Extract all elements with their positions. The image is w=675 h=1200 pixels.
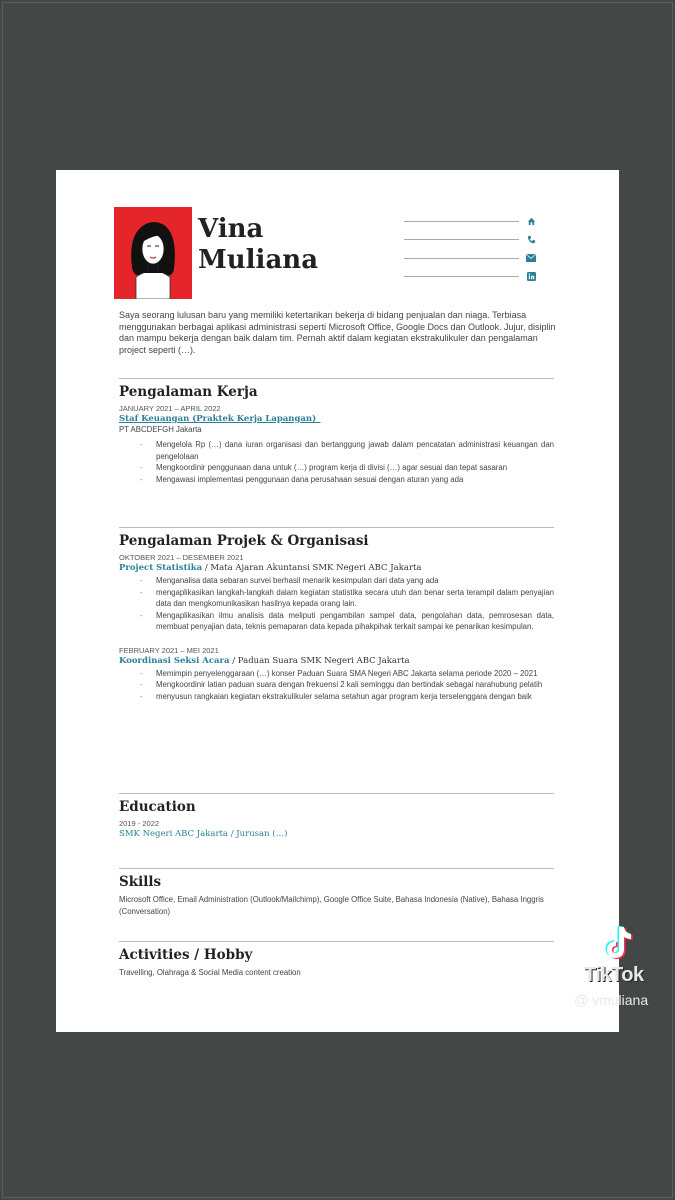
project-role: Koordinasi Seksi Acara / Paduan Suara SMK Negeri ABC Jakarta [119, 655, 410, 666]
home-icon [526, 216, 536, 226]
skills-text: Microsoft Office, Email Administration (Outlook/Mailchimp), Google Office Suite, Bahasa Indonesia (Native), Bahasa Inggris (Conversation) [119, 895, 544, 916]
project-date: OKTOBER 2021 – DESEMBER 2021 [119, 553, 244, 562]
section-divider [119, 868, 554, 869]
section-heading: Pengalaman Projek & Organisasi [119, 533, 369, 549]
list-item: - mengaplikasikan langkah-langkah dalam kegiatan statistika secara utuh dan benar serta terampil dalam penyajian data dan mengkomunikasikan hasilnya kepada orang lain. [156, 587, 554, 610]
tiktok-brand: TikTok [584, 964, 644, 986]
list-item: - Mengkoordinir penggunaan dana untuk (…) program kerja di divisi (…) agar sesuai dan tepat sasaran [156, 462, 554, 474]
section-divider [119, 941, 554, 942]
activities-section [119, 941, 554, 979]
tiktok-handle: @ vmuliana [574, 992, 649, 1008]
list-item: - Memimpin penyelenggaraan (…) konser Paduan Suara SMA Negeri ABC Jakarta selama periode 2020 – 2021 [156, 668, 554, 680]
section-heading: Activities / Hobby [119, 947, 253, 963]
list-item: - Mengkoordinir latian paduan suara dengan frekuensi 2 kali seminggu dan bertindak sebagai narahubung pelatih [156, 679, 554, 691]
work-experience-section [119, 378, 554, 485]
education-date: 2019 - 2022 [119, 819, 160, 828]
work-bullets [119, 439, 554, 485]
projects-section [119, 527, 554, 702]
work-company: PT ABCDEFGH Jakarta [119, 425, 202, 434]
section-divider [119, 793, 554, 794]
project-date: FEBRUARY 2021 – MEI 2021 [119, 645, 219, 655]
section-heading: Pengalaman Kerja [119, 384, 258, 400]
section-heading: Education [119, 799, 196, 815]
profile-summary: Saya seorang lulusan baru yang memiliki ketertarikan bekerja di bidang penjualan dan niaga. Terbiasa menggunakan berbagai aplikasi administrasi seperti Microsoft Office, Google Docs dan Outlook. Jujur, disiplin dan mampu bekerja dengan baik dalam tim. Pernah aktif dalam kegiatan ekstrakulikuler dan pengalaman project seperti (…). [119, 310, 556, 355]
contact-list [404, 212, 536, 286]
resume-page [56, 170, 619, 1032]
contact-row-phone [404, 231, 536, 250]
email-icon [526, 253, 536, 263]
project-bullets [119, 668, 554, 703]
section-heading: Skills [119, 874, 162, 890]
tiktok-icon [600, 924, 636, 967]
skills-section [119, 868, 554, 917]
profile-photo [114, 207, 192, 299]
activities-text: Travelling, Olahraga & Social Media content creation [119, 968, 301, 977]
project-bullets [119, 575, 554, 633]
work-date: JANUARY 2021 – APRIL 2022 [119, 404, 221, 413]
contact-row-email [404, 249, 536, 268]
contact-row-address [404, 212, 536, 231]
work-role: Staf Keuangan (Praktek Kerja Lapangan)_ [119, 414, 321, 424]
list-item: - menyusun rangkaian kegiatan ekstrakulikuler selama setahun agar program kerja terselenggara dengan baik [156, 691, 554, 703]
section-divider [119, 378, 554, 379]
list-item: - Mengelola Rp (…) dana iuran organisasi dan bertanggung jawab dalam pencatatan administrasi keuangan dan pengelolaan [156, 439, 554, 462]
phone-icon [526, 235, 536, 245]
education-section [119, 793, 554, 840]
education-school: SMK Negeri ABC Jakarta / Jurusan (…) [119, 829, 288, 839]
list-item: - Menganalisa data sebaran survei berhasil menarik kesimpulan dari data yang ada [156, 575, 554, 587]
list-item: - Mengaplikasikan ilmu analisis data meliputi pengambilan sampel data, pengolahan data, pemrosesan data, membuat penyajian data, teknis pemaparan data kepada pihakpihak terkait sampai ke penarikan kesimpulan. [156, 610, 554, 633]
contact-row-linkedin [404, 268, 536, 287]
list-item: - Mengawasi implementasi penggunaan dana perusahaan sesuai dengan aturan yang ada [156, 474, 554, 486]
section-divider [119, 527, 554, 528]
full-name: Vina Muliana [198, 214, 319, 275]
project-role: Project Statistika / Mata Ajaran Akuntansi SMK Negeri ABC Jakarta [119, 563, 422, 573]
linkedin-icon [526, 272, 536, 282]
